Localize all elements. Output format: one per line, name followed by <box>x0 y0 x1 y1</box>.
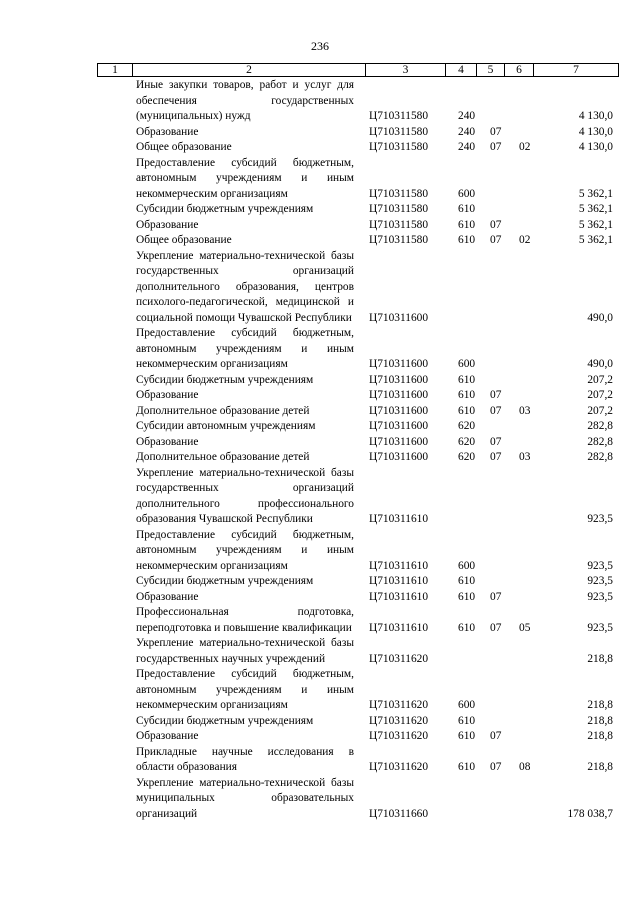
row-name: Субсидии автономным учреждениям <box>136 420 316 432</box>
row-name: Субсидии бюджетным учреждениям <box>136 575 314 587</box>
row-amount: 923,5 <box>587 575 613 587</box>
row-code: Ц710311620 <box>369 714 429 727</box>
row-section: 07 <box>490 621 502 634</box>
row-name: Укрепление материально-технической базы государственных организаций дополнительного образования, центров психолого-педагогической, медицинской и социальной помощи Чувашской Республики <box>136 249 354 324</box>
table-row <box>0 373 640 389</box>
table-row <box>0 419 640 435</box>
row-section: 07 <box>490 218 502 231</box>
row-name: Дополнительное образование детей <box>136 451 310 463</box>
row-name: Прикладные научные исследования в области образования <box>136 745 354 773</box>
row-subsection: 02 <box>519 234 531 246</box>
row-expense-type: 610 <box>458 373 476 386</box>
row-amount: 5 362,1 <box>578 218 613 231</box>
row-expense-type: 610 <box>458 621 476 634</box>
row-section: 07 <box>490 125 502 138</box>
header-col-2: 2 <box>133 64 366 76</box>
row-name: Предоставление субсидий бюджетным, автономным учреждениям и иным некоммерческим организациям <box>136 327 354 370</box>
row-name: Предоставление субсидий бюджетным, автономным учреждениям и иным некоммерческим организациям <box>136 156 354 200</box>
row-expense-type: 610 <box>458 404 476 417</box>
row-code: Ц710311600 <box>369 389 429 401</box>
row-name: Профессиональная подготовка, переподготовка и повышение квалификации <box>136 606 354 634</box>
row-code: Ц710311620 <box>369 730 429 742</box>
row-code: Ц710311580 <box>369 218 429 231</box>
row-code: Ц710311580 <box>369 125 429 138</box>
row-name: Предоставление субсидий бюджетным, автономным учреждениям и иным некоммерческим организациям <box>136 668 354 711</box>
row-code: Ц710311600 <box>369 435 429 448</box>
table-row <box>0 140 640 156</box>
row-amount: 178 038,7 <box>567 807 613 820</box>
row-code: Ц710311580 <box>369 187 429 200</box>
row-subsection: 03 <box>519 404 531 417</box>
row-code: Ц710311610 <box>369 575 429 587</box>
row-amount: 282,8 <box>587 451 613 463</box>
row-amount: 923,5 <box>587 590 613 603</box>
row-expense-type: 600 <box>458 187 476 200</box>
row-amount: 218,8 <box>587 699 613 711</box>
row-amount: 490,0 <box>587 311 613 324</box>
row-expense-type: 610 <box>458 590 476 603</box>
row-amount: 5 362,1 <box>578 203 613 215</box>
row-section: 07 <box>490 141 502 153</box>
row-name: Субсидии бюджетным учреждениям <box>136 373 314 386</box>
page-number: 236 <box>311 39 329 53</box>
row-amount: 218,8 <box>587 730 613 742</box>
row-section: 07 <box>490 730 502 742</box>
row-expense-type: 240 <box>458 125 476 138</box>
row-code: Ц710311600 <box>369 358 429 370</box>
row-code: Ц710311580 <box>369 110 429 122</box>
row-section: 07 <box>490 404 502 417</box>
row-expense-type: 610 <box>458 575 476 587</box>
table-row <box>0 435 640 451</box>
table-header <box>97 63 619 77</box>
row-name: Общее образование <box>136 141 232 153</box>
header-col-4: 4 <box>446 64 477 76</box>
row-expense-type: 610 <box>458 714 476 727</box>
table-row <box>0 667 640 714</box>
row-amount: 207,2 <box>587 389 613 401</box>
row-subsection: 08 <box>519 761 531 773</box>
row-code: Ц710311580 <box>369 141 429 153</box>
table-row <box>0 714 640 730</box>
header-col-5: 5 <box>477 64 505 76</box>
row-name: Образование <box>136 125 199 138</box>
row-expense-type: 600 <box>458 358 476 370</box>
row-subsection: 03 <box>519 451 531 463</box>
row-name: Укрепление материально-технической базы государственных научных учреждений <box>136 637 354 665</box>
row-section: 07 <box>490 590 502 603</box>
row-amount: 282,8 <box>587 420 613 432</box>
table-row <box>0 729 640 745</box>
row-amount: 207,2 <box>587 373 613 386</box>
table-row <box>0 78 640 125</box>
row-code: Ц710311600 <box>369 420 429 432</box>
row-section: 07 <box>490 234 502 246</box>
row-amount: 4 130,0 <box>578 125 613 138</box>
table-row <box>0 574 640 590</box>
row-code: Ц710311580 <box>369 203 429 215</box>
header-col-7: 7 <box>573 64 579 76</box>
table-row <box>0 528 640 575</box>
row-amount: 4 130,0 <box>578 141 613 153</box>
row-expense-type: 600 <box>458 699 476 711</box>
table-row <box>0 450 640 466</box>
table-row <box>0 326 640 373</box>
row-expense-type: 610 <box>458 203 476 215</box>
header-col-3: 3 <box>366 64 446 76</box>
row-code: Ц710311600 <box>369 404 429 417</box>
table-row <box>0 745 640 776</box>
table-row <box>0 776 640 823</box>
row-expense-type: 240 <box>458 110 476 122</box>
row-name: Дополнительное образование детей <box>136 404 310 417</box>
row-name: Образование <box>136 389 199 401</box>
row-amount: 923,5 <box>587 621 613 634</box>
table-row <box>0 466 640 528</box>
row-section: 07 <box>490 435 502 448</box>
row-name: Образование <box>136 730 199 742</box>
table-row <box>0 404 640 420</box>
row-amount: 282,8 <box>587 435 613 448</box>
row-name: Предоставление субсидий бюджетным, автономным учреждениям и иным некоммерческим организациям <box>136 528 354 572</box>
row-name: Укрепление материально-технической базы государственных организаций дополнительного профессионального образования Чувашской Республики <box>136 466 354 525</box>
row-name: Субсидии бюджетным учреждениям <box>136 714 314 727</box>
row-subsection: 02 <box>519 141 531 153</box>
row-amount: 207,2 <box>587 404 613 417</box>
row-amount: 218,8 <box>587 761 613 773</box>
row-section: 07 <box>490 761 502 773</box>
row-amount: 5 362,1 <box>578 234 613 246</box>
row-section: 07 <box>490 451 502 463</box>
table-row <box>0 233 640 249</box>
row-amount: 218,8 <box>587 652 613 665</box>
row-expense-type: 620 <box>458 451 476 463</box>
header-col-1: 1 <box>98 64 133 76</box>
row-expense-type: 240 <box>458 141 476 153</box>
row-code: Ц710311580 <box>369 234 429 246</box>
row-name: Образование <box>136 435 199 448</box>
row-code: Ц710311660 <box>369 807 429 820</box>
row-code: Ц710311610 <box>369 513 429 525</box>
row-code: Ц710311600 <box>369 373 429 386</box>
table-row <box>0 125 640 141</box>
table-row <box>0 202 640 218</box>
row-name: Иные закупки товаров, работ и услуг для обеспечения государственных (муниципальных) нужд <box>136 79 354 122</box>
row-code: Ц710311600 <box>369 311 429 324</box>
row-section: 07 <box>490 389 502 401</box>
row-amount: 218,8 <box>587 714 613 727</box>
row-code: Ц710311600 <box>369 451 429 463</box>
table-row <box>0 605 640 636</box>
row-expense-type: 600 <box>458 559 476 572</box>
table-row <box>0 636 640 667</box>
row-amount: 4 130,0 <box>578 110 613 122</box>
row-name: Образование <box>136 590 199 603</box>
row-name: Образование <box>136 218 199 231</box>
row-amount: 490,0 <box>587 358 613 370</box>
row-name: Общее образование <box>136 234 232 246</box>
row-name: Субсидии бюджетным учреждениям <box>136 203 314 215</box>
row-amount: 923,5 <box>587 513 613 525</box>
table-row <box>0 388 640 404</box>
row-code: Ц710311610 <box>369 559 429 572</box>
row-expense-type: 620 <box>458 435 476 448</box>
row-amount: 923,5 <box>587 559 613 572</box>
row-code: Ц710311620 <box>369 699 429 711</box>
row-expense-type: 610 <box>458 730 476 742</box>
row-code: Ц710311620 <box>369 652 429 665</box>
row-code: Ц710311610 <box>369 621 429 634</box>
row-code: Ц710311620 <box>369 761 429 773</box>
table-row <box>0 156 640 203</box>
row-code: Ц710311610 <box>369 590 429 603</box>
table-body <box>0 78 640 822</box>
row-expense-type: 610 <box>458 389 476 401</box>
row-name: Укрепление материально-технической базы муниципальных образовательных организаций <box>136 776 354 820</box>
table-row <box>0 590 640 606</box>
row-expense-type: 610 <box>458 218 476 231</box>
row-subsection: 05 <box>519 621 531 634</box>
row-expense-type: 610 <box>458 761 476 773</box>
row-amount: 5 362,1 <box>578 187 613 200</box>
table-row <box>0 218 640 234</box>
table-row <box>0 249 640 327</box>
header-col-6: 6 <box>505 64 534 76</box>
row-expense-type: 620 <box>458 420 476 432</box>
row-expense-type: 610 <box>458 234 476 246</box>
